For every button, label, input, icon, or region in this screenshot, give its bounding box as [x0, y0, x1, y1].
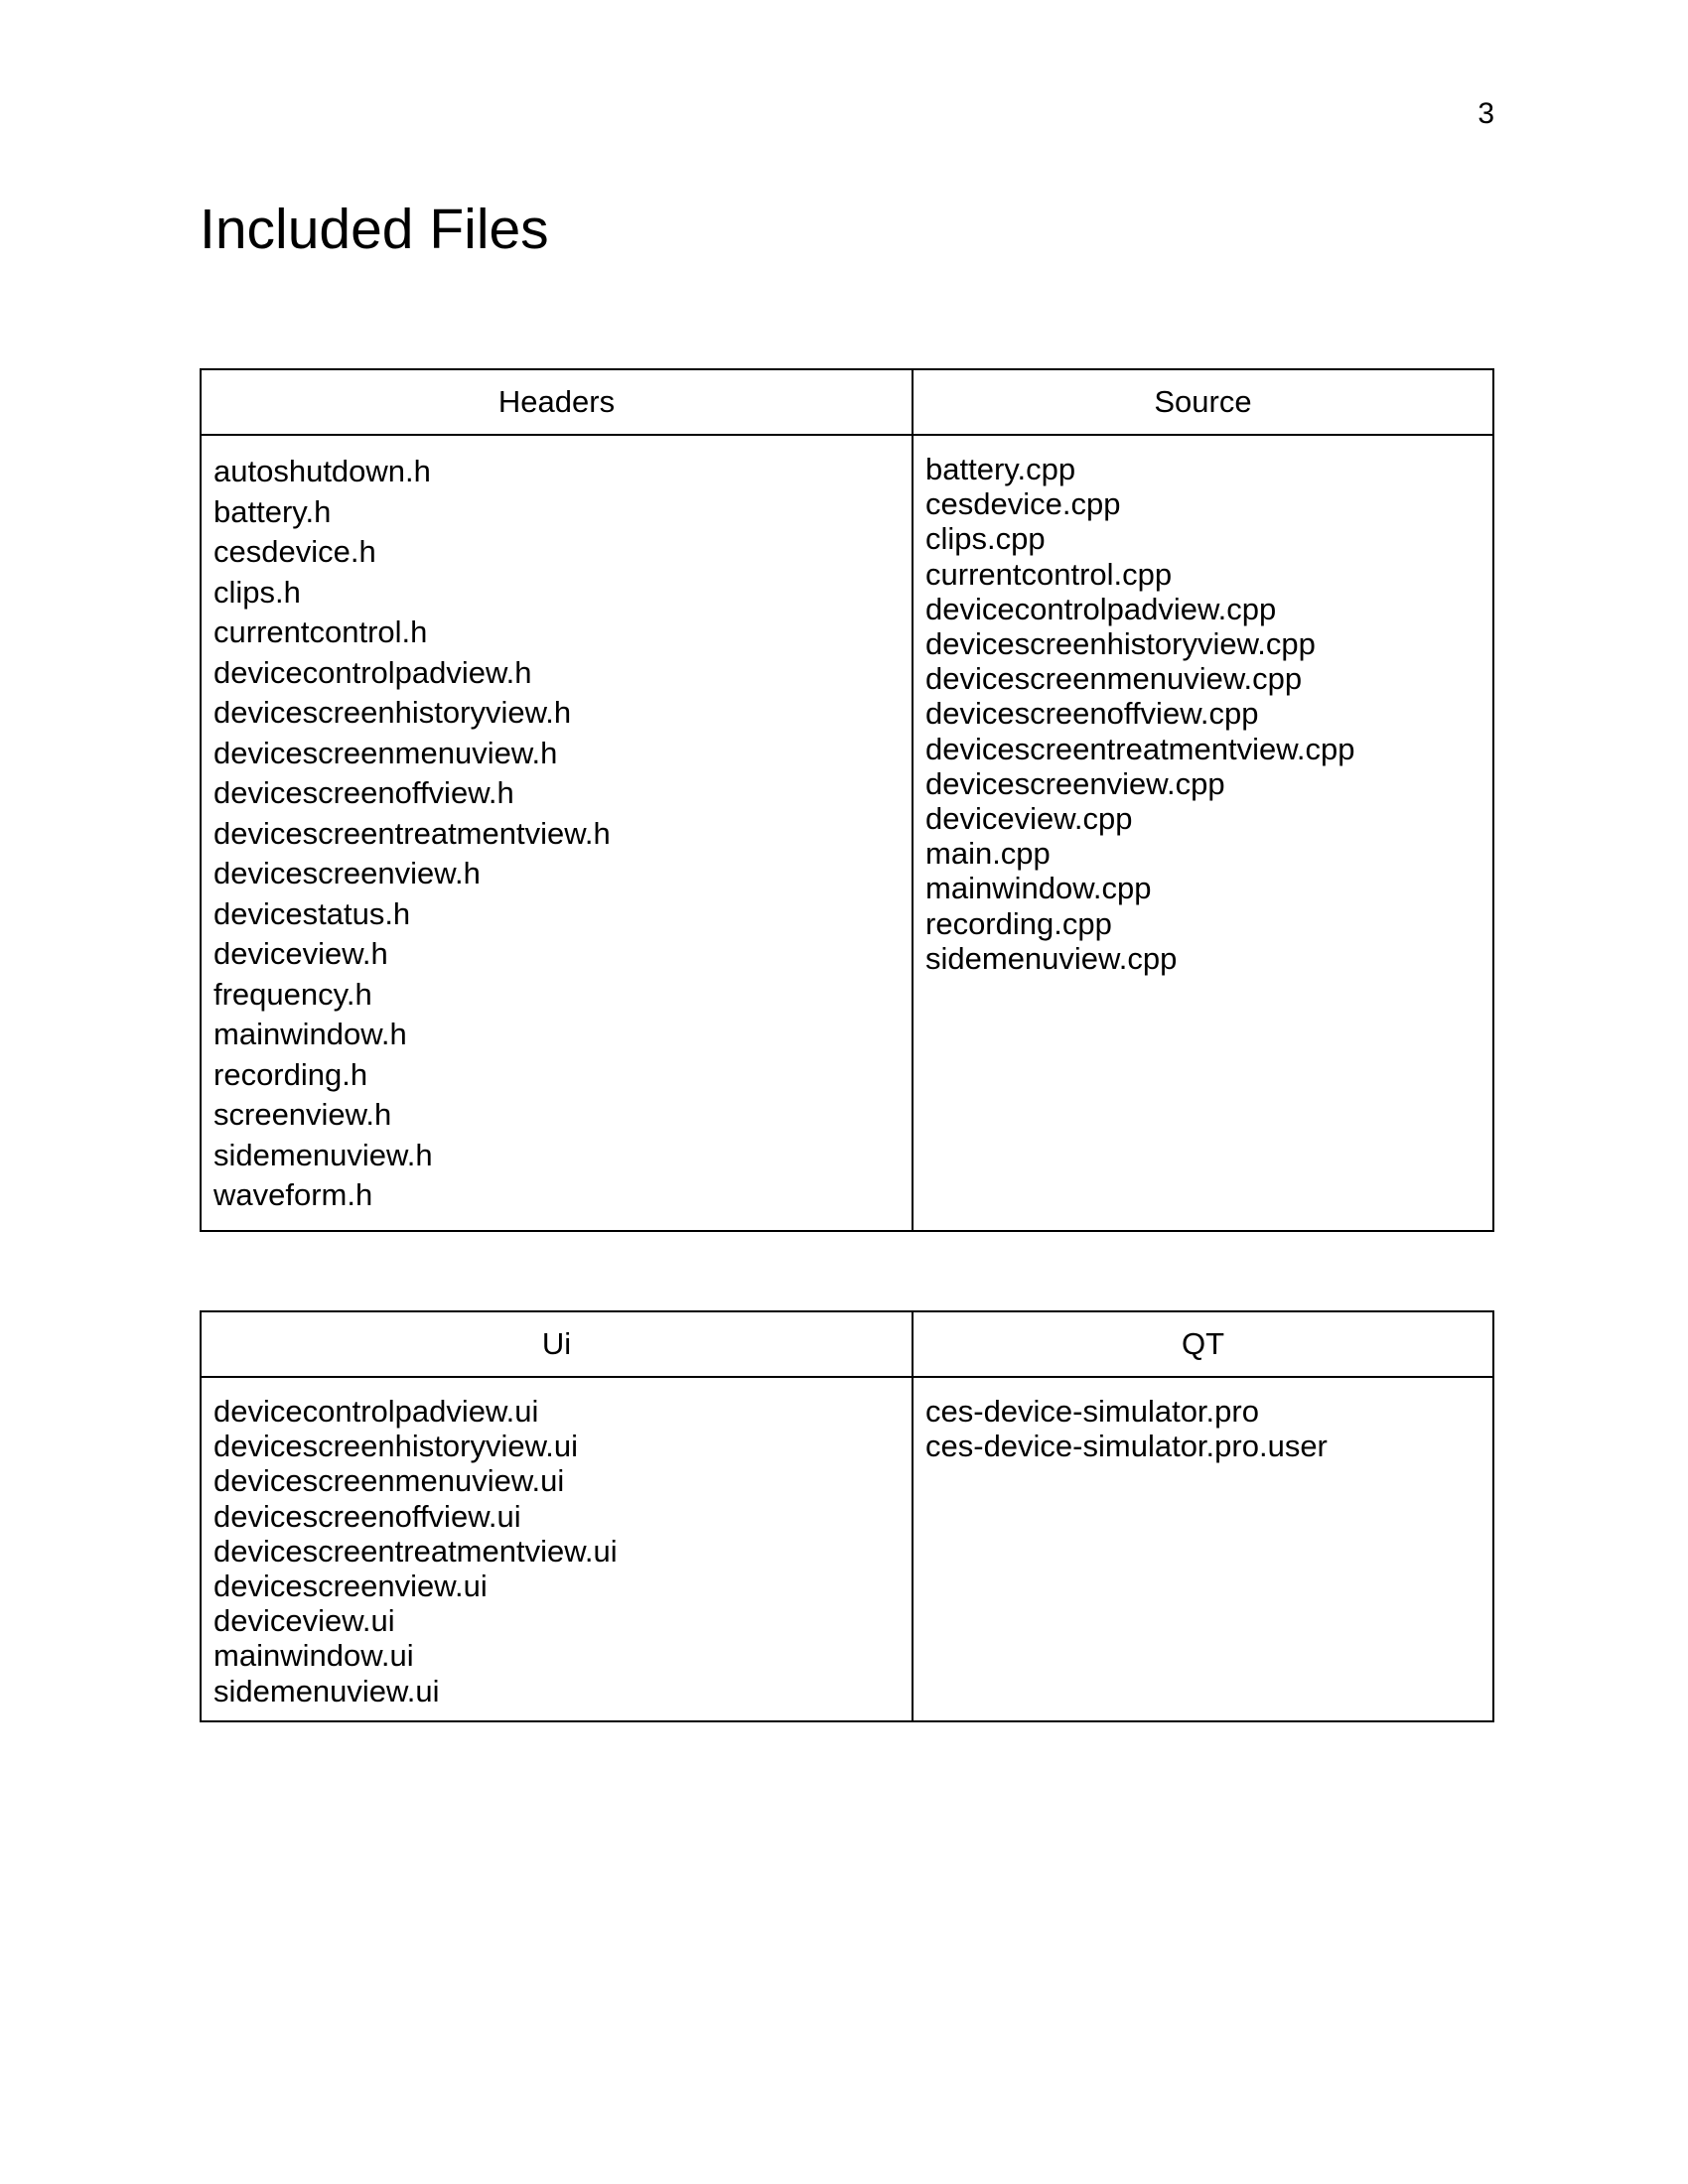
file-list-item: mainwindow.ui: [213, 1638, 414, 1674]
file-list-item: devicescreenview.cpp: [925, 765, 1225, 801]
page-title: Included Files: [200, 198, 549, 261]
file-list-item: mainwindow.cpp: [925, 871, 1152, 906]
file-list-item: devicescreenview.ui: [213, 1569, 488, 1604]
file-list-item: recording.cpp: [925, 905, 1112, 941]
file-list-item: devicescreenhistoryview.h: [213, 695, 572, 730]
file-list-item: currentcontrol.h: [213, 614, 428, 649]
file-list-item: main.cpp: [925, 836, 1051, 872]
headers-file-list: [213, 452, 900, 1216]
file-list-item: battery.cpp: [925, 452, 1076, 486]
file-list-item: frequency.h: [213, 976, 372, 1012]
file-list-item: mainwindow.h: [213, 1017, 407, 1051]
file-list-item: devicescreenmenuview.cpp: [925, 661, 1303, 697]
file-list-item: devicescreenoffview.ui: [213, 1498, 521, 1534]
ui-cell: [201, 1377, 913, 1721]
file-list-item: cesdevice.h: [213, 534, 376, 569]
column-header-source: Source: [913, 369, 1493, 435]
file-list-item: devicecontrolpadview.cpp: [925, 591, 1277, 626]
file-list-item: sidemenuview.h: [213, 1137, 433, 1172]
table-header-row: [201, 1311, 1493, 1377]
table-body-row: [201, 435, 1493, 1231]
file-list-item: screenview.h: [213, 1097, 392, 1132]
file-list-item: devicescreenoffview.h: [213, 775, 514, 810]
source-cell: [913, 435, 1493, 1231]
source-file-list: [925, 452, 1480, 976]
file-list-item: devicescreentreatmentview.cpp: [925, 731, 1355, 766]
file-list-item: ces-device-simulator.pro: [925, 1394, 1259, 1429]
column-header-qt: QT: [913, 1311, 1493, 1377]
file-list-item: cesdevice.cpp: [925, 486, 1121, 522]
headers-cell: [201, 435, 913, 1231]
file-list-item: recording.h: [213, 1056, 368, 1092]
files-table-headers-source: [200, 368, 1494, 1232]
table-body-row: [201, 1377, 1493, 1721]
file-list-item: waveform.h: [213, 1177, 373, 1212]
file-list-item: ces-device-simulator.pro.user: [925, 1429, 1328, 1464]
file-list-item: battery.h: [213, 493, 332, 529]
page-number: 3: [1477, 97, 1494, 130]
file-list-item: sidemenuview.ui: [213, 1673, 440, 1708]
file-list-item: devicestatus.h: [213, 895, 411, 931]
file-list-item: devicescreenmenuview.h: [213, 735, 558, 770]
file-list-item: devicescreenoffview.cpp: [925, 696, 1259, 732]
file-list-item: deviceview.h: [213, 936, 388, 971]
file-list-item: devicescreenhistoryview.cpp: [925, 626, 1316, 662]
file-list-item: currentcontrol.cpp: [925, 556, 1173, 592]
qt-file-list: [925, 1394, 1480, 1463]
file-list-item: devicescreenhistoryview.ui: [213, 1429, 579, 1464]
file-list-item: clips.h: [213, 574, 301, 610]
file-list-item: devicescreenmenuview.ui: [213, 1463, 565, 1499]
files-table-ui-qt: [200, 1310, 1494, 1722]
column-header-headers: Headers: [201, 369, 913, 435]
file-list-item: clips.cpp: [925, 521, 1046, 557]
table-header-row: [201, 369, 1493, 435]
file-list-item: deviceview.ui: [213, 1603, 395, 1639]
qt-cell: [913, 1377, 1493, 1721]
file-list-item: devicescreenview.h: [213, 856, 481, 890]
file-list-item: devicescreentreatmentview.h: [213, 815, 611, 851]
file-list-item: sidemenuview.cpp: [925, 940, 1178, 976]
ui-file-list: [213, 1394, 900, 1708]
file-list-item: devicescreentreatmentview.ui: [213, 1533, 618, 1569]
file-list-item: autoshutdown.h: [213, 454, 431, 488]
file-list-item: devicecontrolpadview.ui: [213, 1394, 539, 1429]
file-list-item: devicecontrolpadview.h: [213, 654, 532, 690]
file-list-item: deviceview.cpp: [925, 801, 1133, 837]
column-header-ui: Ui: [201, 1311, 913, 1377]
